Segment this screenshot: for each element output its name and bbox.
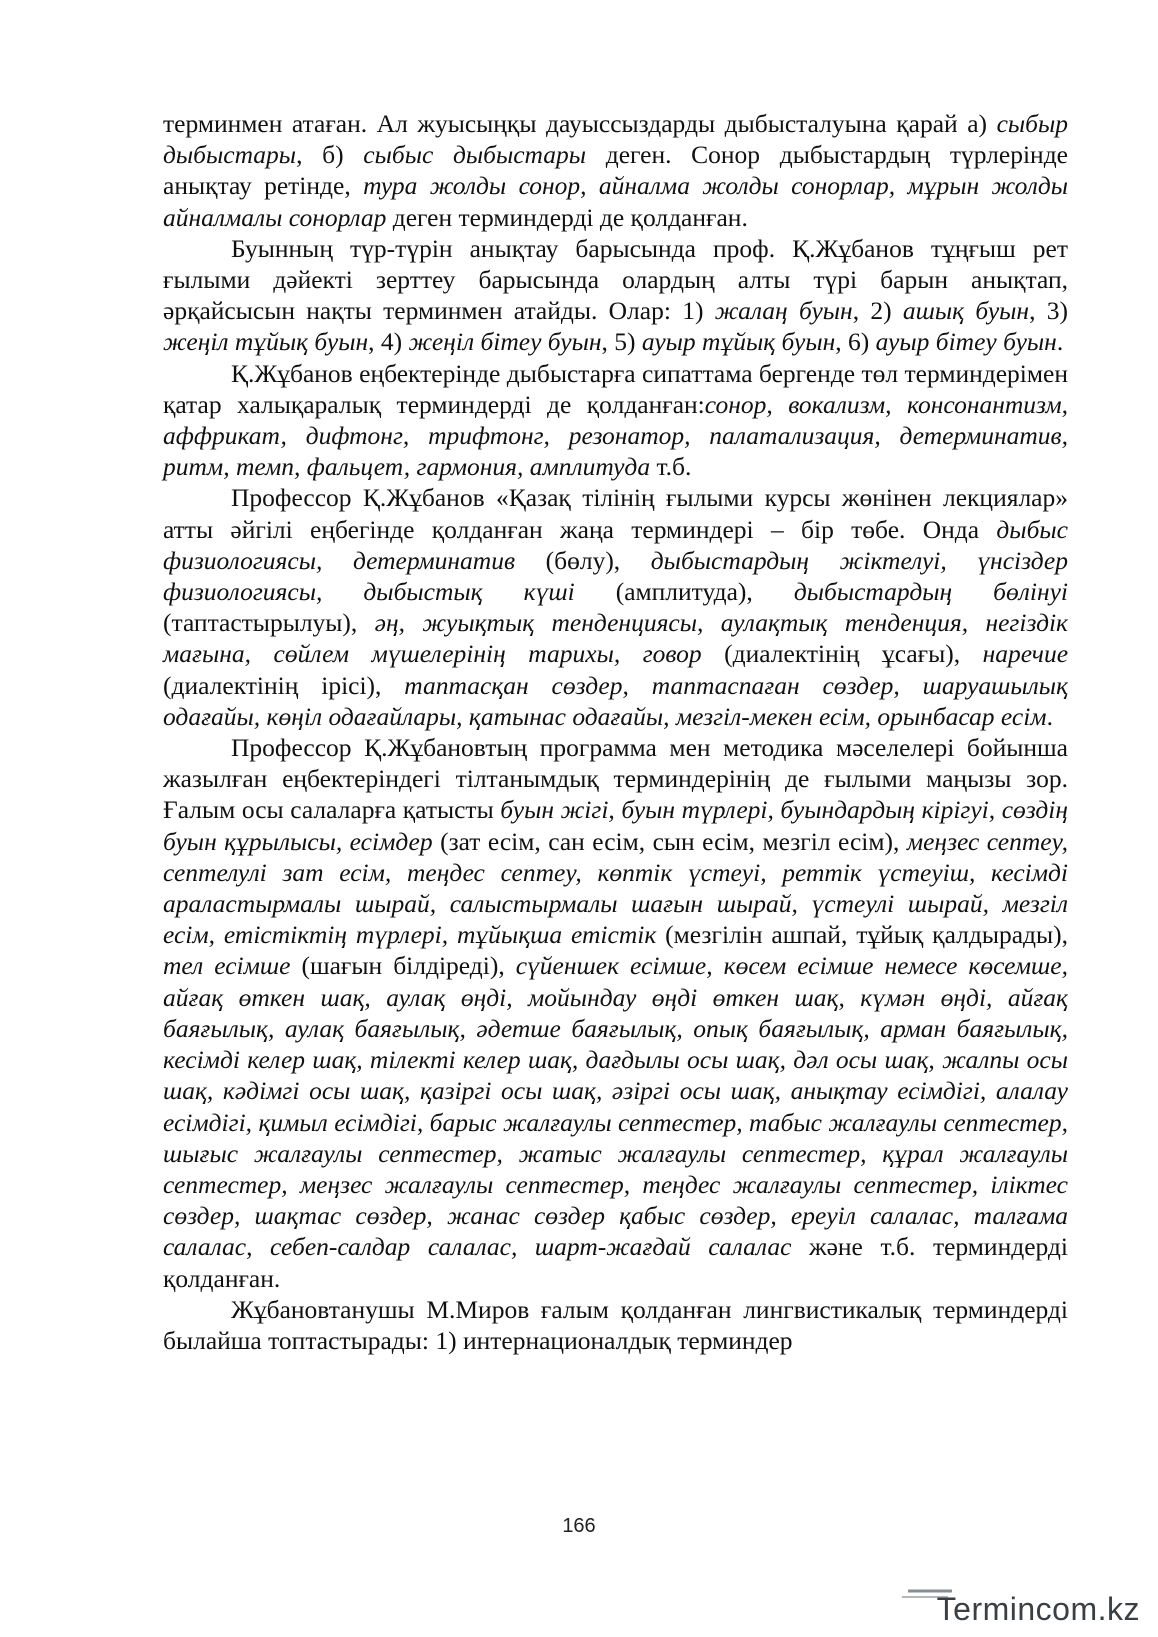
italic-term-run: дыбыстардың бөлінуі [793, 577, 1069, 607]
body-paragraph [163, 1294, 1068, 1356]
text-run: , б) [296, 140, 364, 170]
italic-term-run: жеңіл бітеу буын [408, 327, 602, 357]
text-run: Профессор Қ.Жұбановтың программа мен методика мәселелері бойынша жазылған еңбектеріндегі тілтанымдық терминдерінің де ғылыми маңызы зор. Ғалым осы салаларға қатысты [163, 733, 1068, 825]
text-run: , 4) [368, 327, 409, 357]
text-run: деген. Сонор дыбыстардың түрлерінде анықтау ретінде, [163, 140, 1068, 201]
text-run: (таптастырылуы), [163, 608, 375, 638]
italic-term-run: ашық буын [902, 296, 1030, 326]
body-paragraph [163, 358, 1068, 483]
watermark-text: Termincom.kz [936, 1591, 1140, 1627]
text-run: деген терминдерді де қолданған. [386, 202, 748, 232]
italic-term-run: сүйеншек есімше, көсем есімше немесе көсемше, айғақ өткен шақ, аулақ өңді, мойындау өңді өткен шақ, күмән өңді, айғақ баяғылық, аулақ баяғылық, әдетше баяғылық, опық баяғылық, арман баяғылық, кесімді келер шақ, тілекті келер шақ, дағдылы осы шақ, дәл осы шақ, жалпы осы шақ, кәдімгі осы шақ, қазіргі осы шақ, әзіргі осы шақ, анықтау есімдігі, алалау есімдігі, қимыл есімдігі, барыс жалғаулы септестер, табыс жалғаулы септестер, шығыс жалғаулы септестер, жатыс жалғаулы септестер, құрал жалғаулы септестер, меңзес жалғаулы септестер, теңдес жалғаулы септестер, іліктес сөздер, шақтас сөздер, жанас сөздер қабыс сөздер, ереуіл салалас, талғама салалас, себеп-салдар салалас, шарт-жағдай салалас [163, 951, 1068, 1262]
termincom-watermark-logo [900, 1583, 1140, 1629]
body-paragraph [163, 108, 1068, 233]
text-run: (диалектінің ірісі), [163, 670, 405, 700]
italic-term-run: дыбыстардың жіктелуі, үнсіздер физиологиясы, дыбыстық күші [163, 545, 1069, 607]
body-paragraph [163, 233, 1068, 358]
text-run: Қ.Жұбанов еңбектерінде дыбыстарға сипаттама бергенде төл терминдерімен қатар халықаралық терминдерді де қолданған: [163, 358, 1068, 419]
italic-term-run: ауыр бітеу буын [875, 327, 1057, 357]
text-run: Жұбановтанушы М.Миров ғалым қолданған лингвистикалық терминдерді былайша топтастырады: 1) интернационалдық терминдер [163, 1294, 1068, 1355]
italic-term-run: сонор, вокализм, консонантизм, аффрикат, дифтонг, трифтонг, резонатор, палатализация, детерминатив, ритм, темп, фальцет, гармония, амплитуда [163, 389, 1068, 482]
italic-term-run: сыбыр дыбыстары [163, 109, 1068, 170]
text-run: (зат есім, сан есім, сын есім, мезгіл есім), [432, 826, 907, 856]
text-run: , 2) [852, 296, 903, 326]
italic-term-run: сыбыс дыбыстары [363, 140, 587, 170]
text-run: т.б. [650, 452, 692, 482]
text-run: (амплитуда), [574, 577, 794, 607]
text-run: және т.б. терминдерді қолданған. [163, 1232, 1068, 1293]
italic-term-run: тура жолды сонор, айналма жолды сонорлар, мұрын жолды айналмалы сонорлар [163, 171, 1069, 232]
document-page [163, 108, 1068, 1356]
italic-term-run: таптасқан сөздер, таптаспаған сөздер, шаруашылық одағайы, көңіл одағайлары, қатынас одағайы, мезгіл-мекен есім, орынбасар есім [163, 670, 1068, 731]
italic-term-run: әң, жуықтық тенденциясы, аулақтық тенденция, негіздік мағына, сөйлем мүшелерінің тарихы, говор [163, 608, 1068, 669]
text-run: . [1056, 327, 1064, 357]
body-paragraph [163, 732, 1068, 1294]
body-paragraph [163, 482, 1068, 732]
italic-term-run: жалаң буын [714, 296, 853, 326]
text-run: (диалектінің ұсағы), [701, 639, 983, 669]
text-run: . [1046, 701, 1053, 731]
text-run: (шағын білдіреді), [290, 951, 516, 981]
text-run: Профессор Қ.Жұбанов «Қазақ тілінің ғылыми курсы жөнінен лекциялар» атты әйгілі еңбегінде қолданған жаңа терминдері – бір төбе. Онда [163, 483, 1068, 544]
italic-term-run: наречие [982, 639, 1069, 669]
italic-term-run: тел есімше [163, 951, 291, 981]
text-run: терминмен атаған. Ал жуысыңқы дауыссыздарды дыбысталуына қарай а) [163, 109, 997, 138]
italic-term-run: дыбыс физиологиясы, детерминатив [163, 514, 1068, 575]
text-run: , 5) [601, 327, 642, 357]
text-run: (бөлу), [515, 545, 651, 575]
text-run: , 6) [835, 327, 876, 357]
page-number: 166 [562, 1515, 596, 1537]
italic-term-run: жеңіл тұйық буын [163, 327, 369, 357]
italic-term-run: меңзес септеу, септелулі зат есім, теңдес септеу, көптік үстеуі, реттік үстеуіш, кесімді араластырмалы шырай, салыстырмалы шағын шырай, үстеулі шырай, мезгіл есім, етістіктің түрлері, тұйықша етістік [163, 826, 1068, 950]
text-run: (мезгілін ашпай, тұйық қалдырады), [656, 920, 1068, 950]
text-run: , 3) [1029, 296, 1068, 326]
italic-term-run: ауыр тұйық буын [641, 327, 836, 357]
italic-term-run: буын жігі, буын түрлері, буындардың кірігуі, сөздің буын құрылысы, есімдер [163, 795, 1069, 856]
text-run: Буынның түр-түрін анықтау барысында проф. Қ.Жұбанов тұңғыш рет ғылыми дәйекті зерттеу барысында олардың алты түрі барын анықтап, әрқайсысын нақты терминмен атайды. Олар: 1) [163, 233, 1068, 326]
